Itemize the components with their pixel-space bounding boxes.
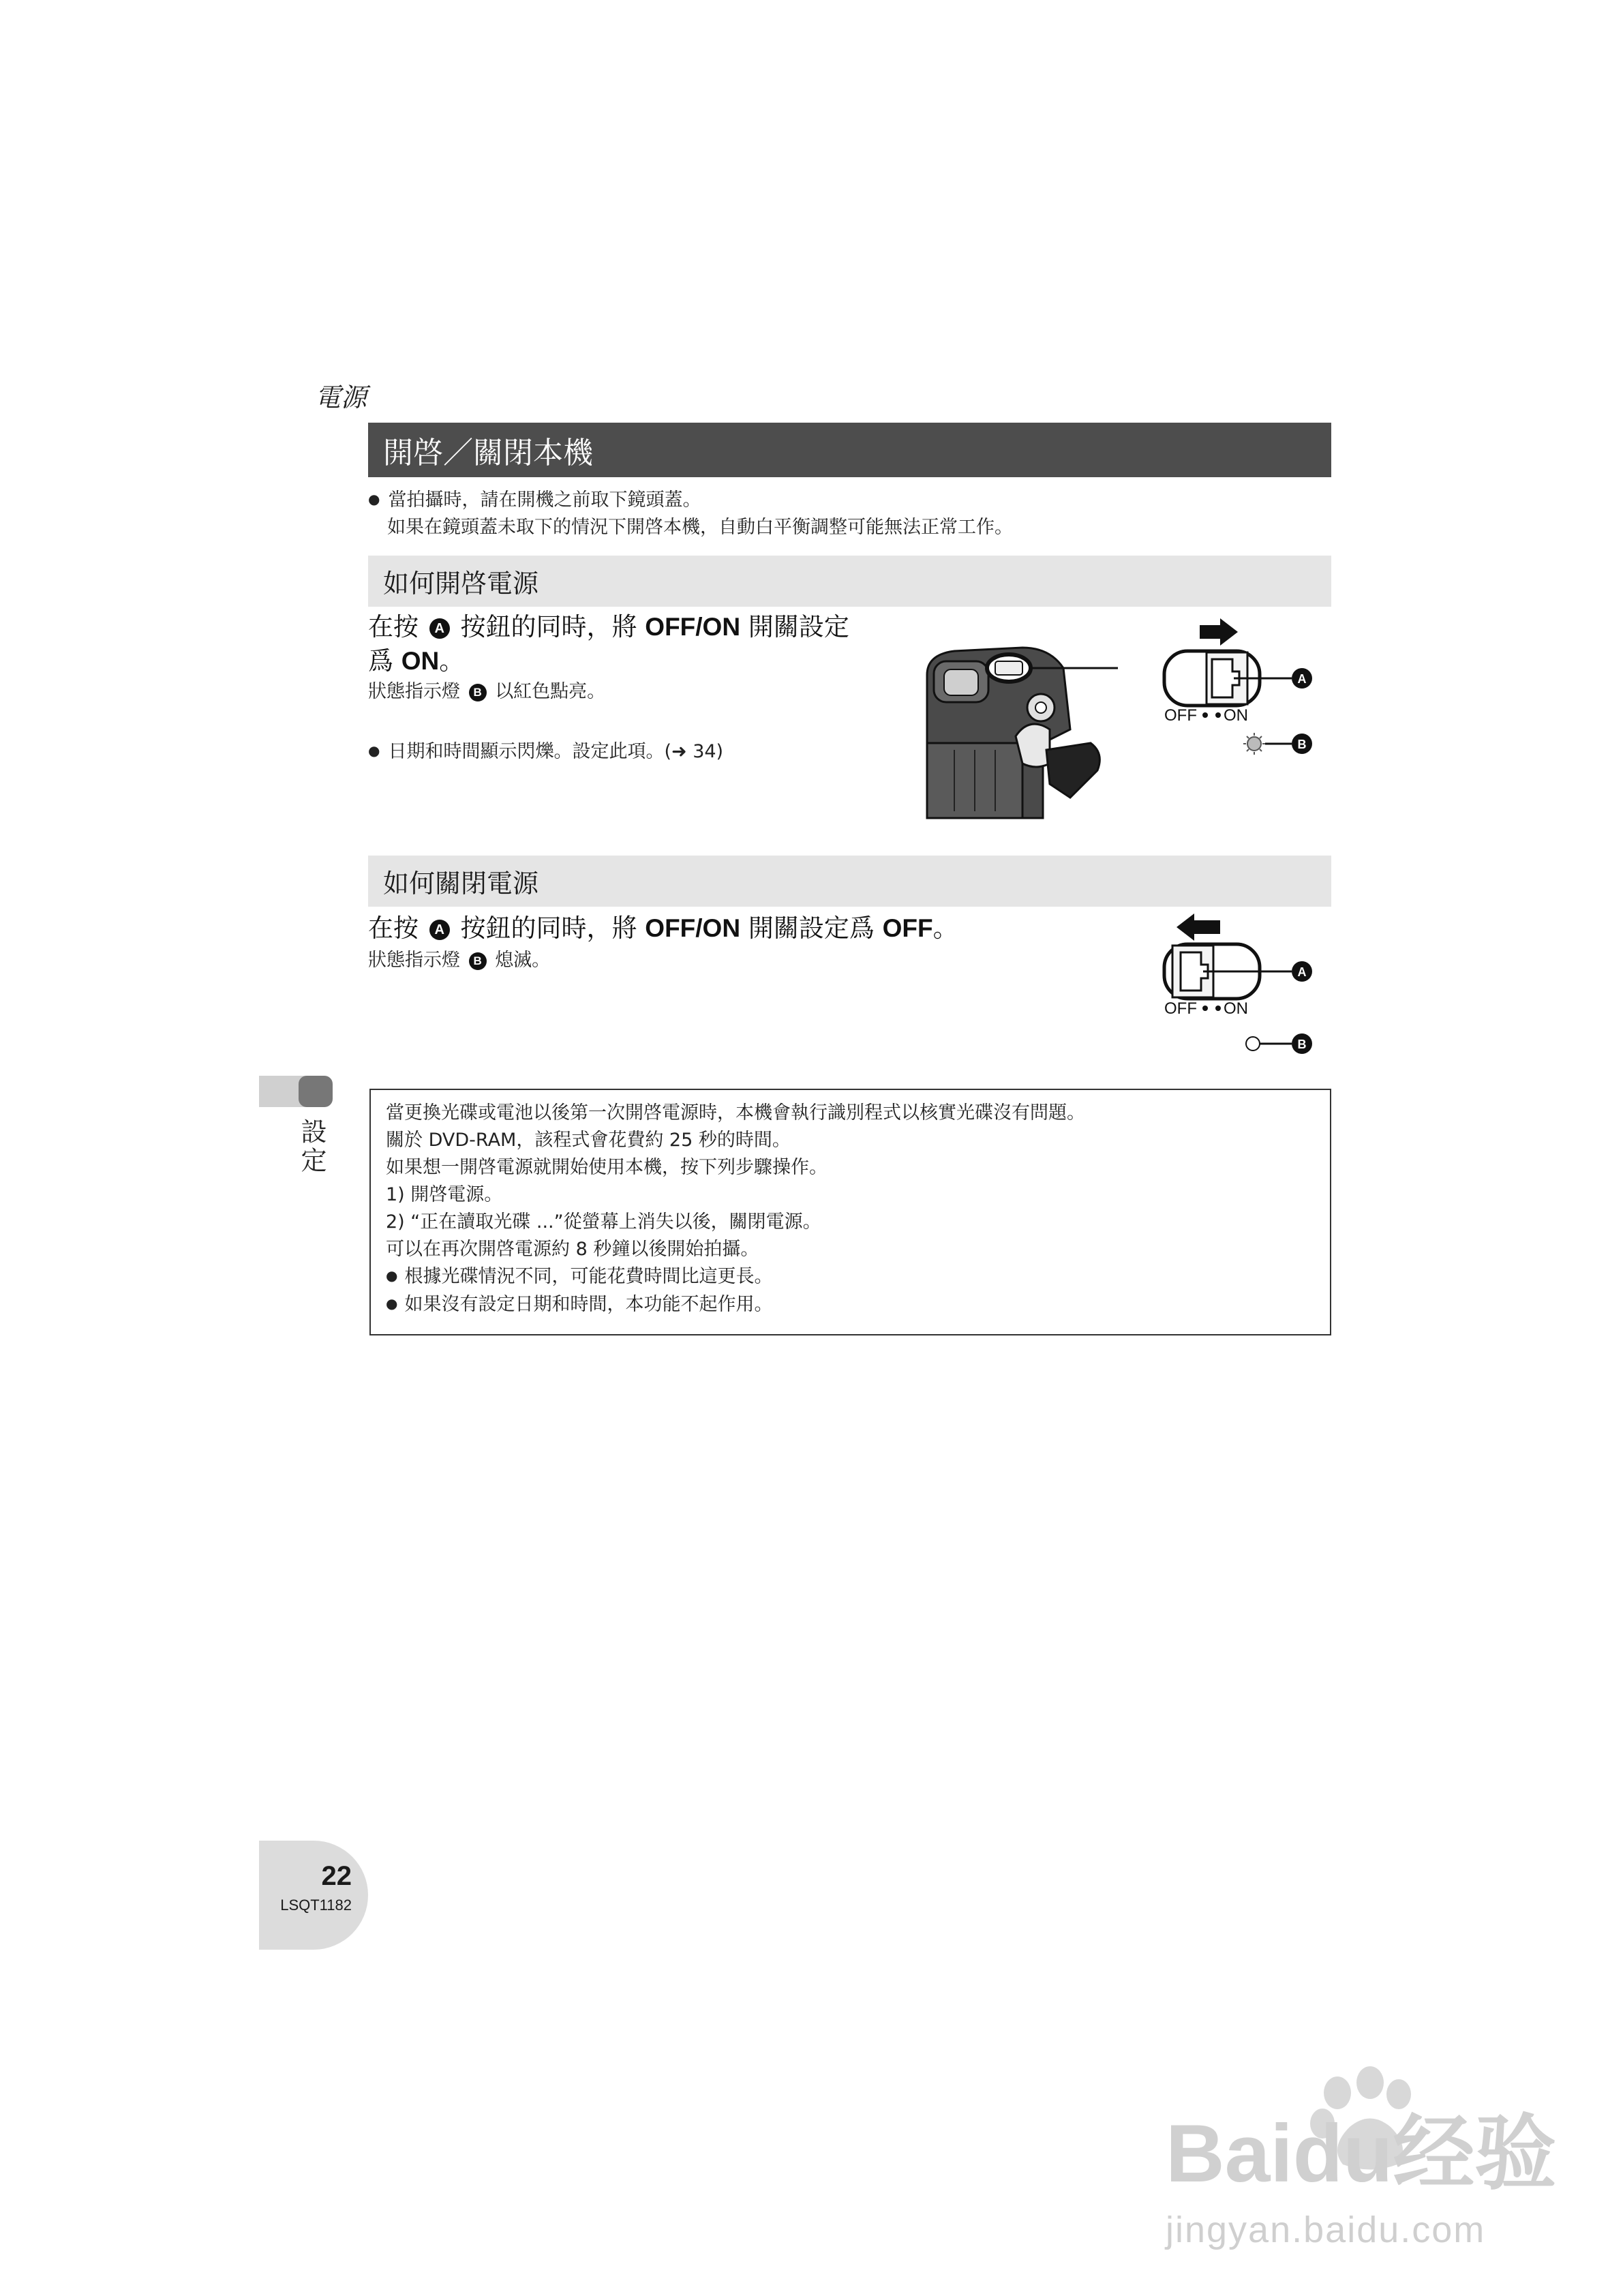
power-off-header bbox=[368, 856, 1331, 907]
status-text: 熄滅。 bbox=[495, 950, 551, 971]
page-title-text: 開啓／關閉本機 bbox=[383, 436, 593, 470]
marker-a-icon: A bbox=[1297, 965, 1307, 979]
power-on-instruction bbox=[368, 610, 913, 678]
switch-on-diagram bbox=[1118, 610, 1336, 760]
power-on-status bbox=[368, 678, 605, 706]
switch-off-label: OFF bbox=[1164, 999, 1197, 1018]
instr-text: 開關設定 bbox=[748, 612, 849, 641]
status-light-lit-icon bbox=[1243, 733, 1265, 755]
switch-name: OFF/ON bbox=[645, 613, 741, 641]
instr-text: 按鈕的同時，將 bbox=[460, 612, 637, 641]
info-line: 如果想一開啓電源就開始使用本機，按下列步驟操作。 bbox=[386, 1157, 828, 1178]
switch-name: OFF/ON bbox=[645, 914, 741, 942]
status-text: 以紅色點亮。 bbox=[495, 681, 606, 702]
info-line: 可以在再次開啓電源約 8 秒鐘以後開始拍攝。 bbox=[386, 1239, 759, 1260]
power-off-status bbox=[368, 947, 550, 974]
instr-text: 開關設定爲 bbox=[748, 913, 875, 943]
date-time-note: 日期和時間顯示閃爍。設定此項。(➜ 34) bbox=[388, 741, 724, 762]
bullet-icon: ● bbox=[368, 491, 380, 507]
watermark-url: jingyan.baidu.com bbox=[1166, 2209, 1486, 2250]
watermark-brand: Baidu经验 bbox=[1166, 2108, 1557, 2199]
intro-line-1: 當拍攝時，請在開機之前取下鏡頭蓋。 bbox=[388, 489, 701, 511]
section-label: 電源 bbox=[315, 382, 367, 412]
switch-on-label: ON bbox=[1224, 999, 1248, 1018]
switch-state: ON bbox=[401, 647, 440, 675]
info-line: 1) 開啓電源。 bbox=[386, 1184, 503, 1205]
marker-b-icon: B bbox=[469, 684, 487, 701]
marker-a-icon: A bbox=[429, 618, 450, 639]
instr-text: 爲 bbox=[368, 646, 393, 676]
switch-off-diagram bbox=[1118, 910, 1336, 1067]
info-bullet bbox=[386, 1263, 1330, 1291]
instr-text: 在按 bbox=[368, 612, 419, 641]
info-box bbox=[369, 1089, 1331, 1335]
intro-bullet bbox=[368, 487, 701, 515]
bullet-icon: ● bbox=[386, 1267, 398, 1284]
switch-off-label: OFF bbox=[1164, 706, 1197, 725]
power-on-bullet bbox=[368, 738, 723, 766]
instr-text: 。 bbox=[932, 913, 958, 943]
power-off-instruction bbox=[368, 911, 1118, 946]
intro-line-2: 如果在鏡頭蓋未取下的情況下開啓本機，自動白平衡調整可能無法正常工作。 bbox=[387, 517, 1013, 538]
marker-b-icon: B bbox=[1297, 1038, 1307, 1051]
page-code: LSQT1182 bbox=[280, 1897, 352, 1914]
status-light-off-icon bbox=[1246, 1037, 1260, 1051]
page-number: 22 bbox=[321, 1861, 352, 1891]
switch-on-label: ON bbox=[1224, 706, 1248, 725]
marker-b-icon: B bbox=[469, 952, 487, 970]
page-number-tab bbox=[259, 1841, 368, 1950]
status-text: 狀態指示燈 bbox=[368, 681, 460, 702]
bullet-icon: ● bbox=[368, 742, 380, 759]
bullet-icon: ● bbox=[386, 1295, 398, 1312]
instr-text: 按鈕的同時，將 bbox=[460, 913, 637, 943]
info-bullet-text: 根據光碟情況不同，可能花費時間比這更長。 bbox=[404, 1266, 773, 1287]
marker-a-icon: A bbox=[429, 920, 450, 940]
info-line: 當更換光碟或電池以後第一次開啓電源時，本機會執行識別程式以核實光碟沒有問題。 bbox=[386, 1102, 1085, 1123]
arrow-left-icon bbox=[1177, 913, 1220, 941]
camera-illustration bbox=[913, 627, 1118, 832]
arrow-right-icon bbox=[1200, 618, 1238, 646]
marker-a-icon: A bbox=[1297, 672, 1307, 686]
info-line: 關於 DVD-RAM，該程式會花費約 25 秒的時間。 bbox=[386, 1130, 791, 1151]
side-tab-label: 設定 bbox=[297, 1118, 327, 1175]
instr-text: 在按 bbox=[368, 913, 419, 943]
side-tab-marker bbox=[299, 1076, 333, 1107]
status-text: 狀態指示燈 bbox=[368, 950, 460, 971]
info-bullet bbox=[386, 1291, 1330, 1319]
marker-b-icon: B bbox=[1297, 738, 1307, 751]
power-on-header bbox=[368, 556, 1331, 607]
info-bullet-text: 如果沒有設定日期和時間，本功能不起作用。 bbox=[404, 1294, 773, 1315]
power-off-header-text: 如何關閉電源 bbox=[383, 868, 539, 898]
page-title bbox=[368, 423, 1331, 477]
switch-state: OFF bbox=[882, 914, 933, 942]
instr-text: 。 bbox=[439, 646, 465, 676]
power-on-header-text: 如何開啓電源 bbox=[383, 569, 539, 599]
info-line: 2) “正在讀取光碟 ...”從螢幕上消失以後，關閉電源。 bbox=[386, 1211, 821, 1233]
